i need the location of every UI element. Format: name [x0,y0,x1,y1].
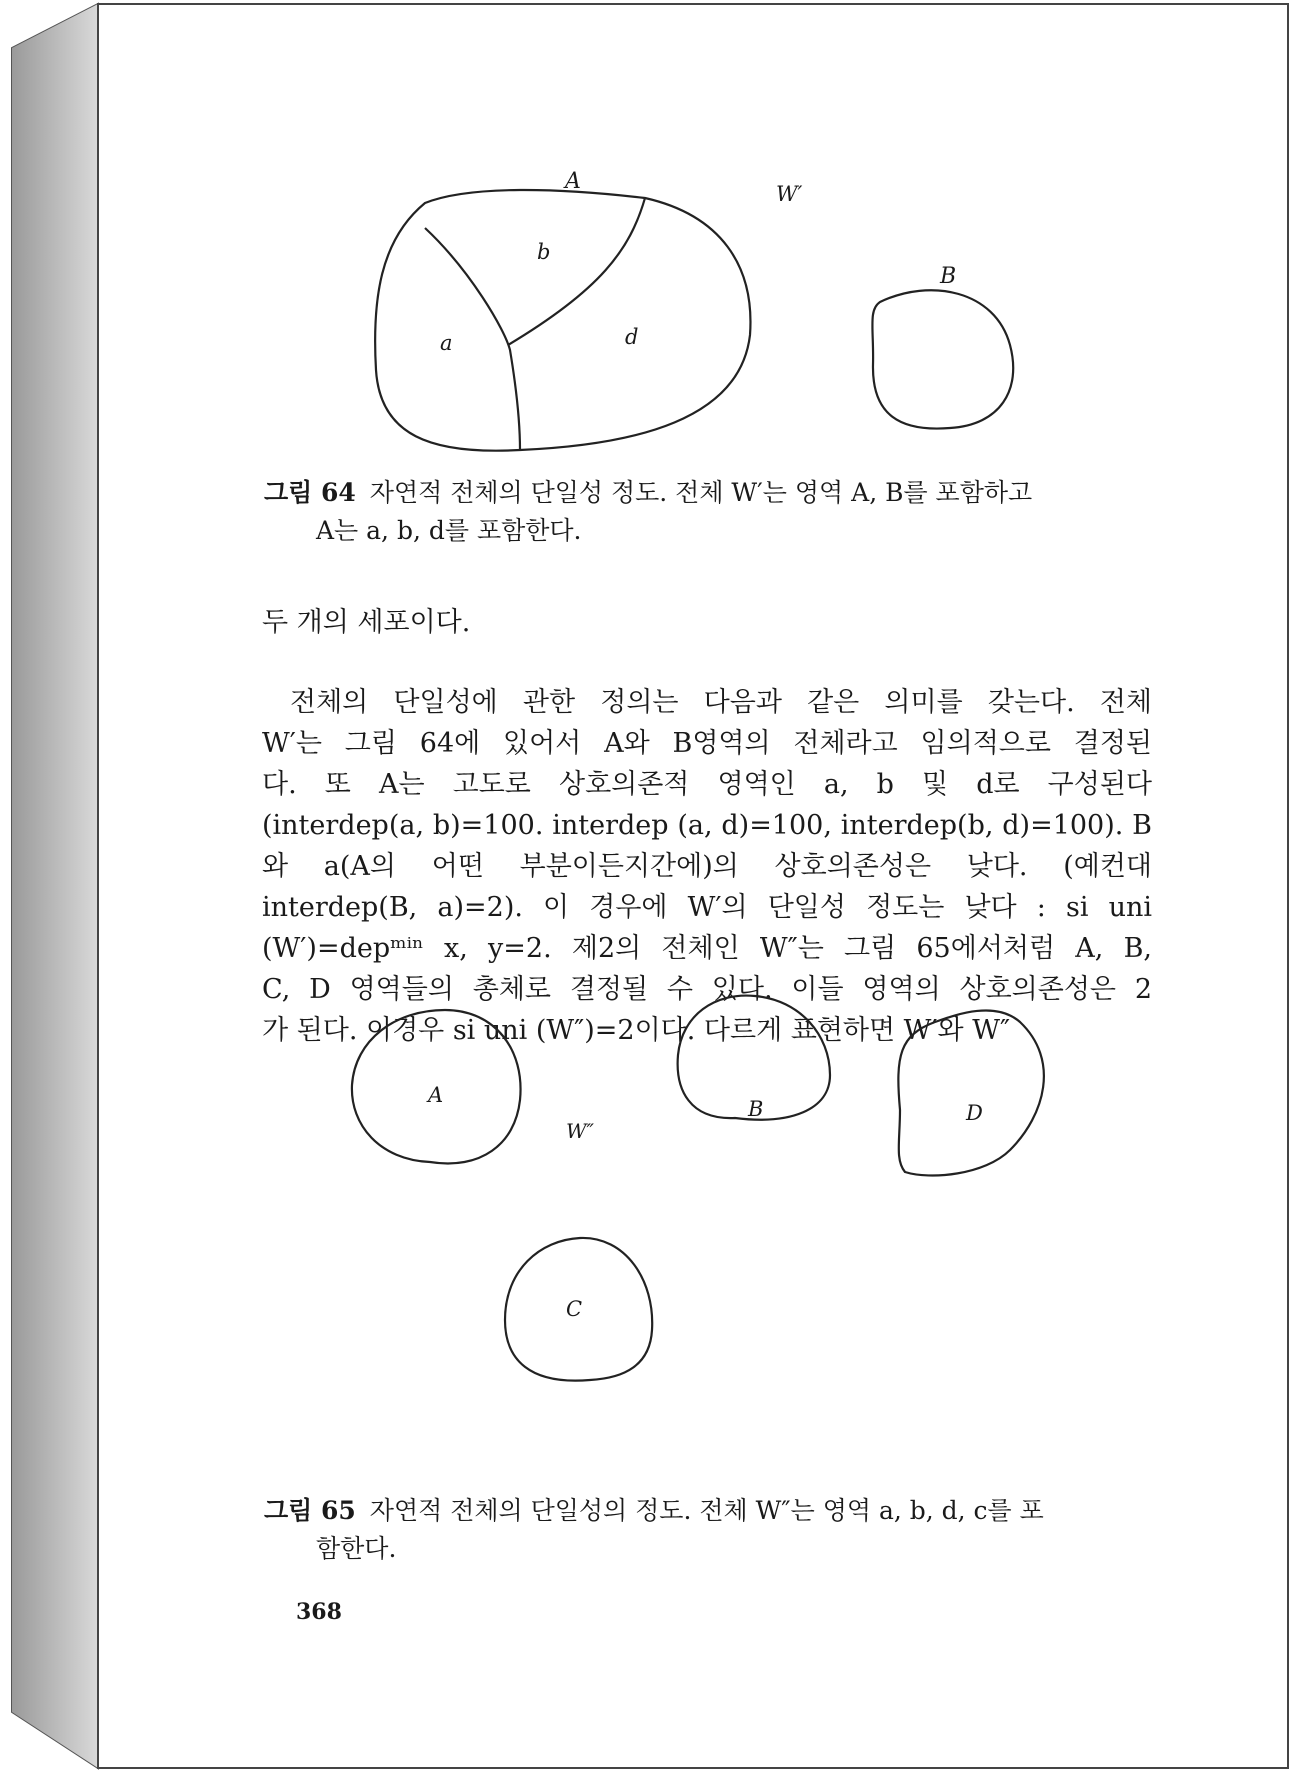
caption-line1: 자연적 전체의 단일성의 정도. 전체 W″는 영역 a, b, d, c를 포 [369,1496,1044,1525]
text-line: 전체의 단일성에 관한 정의는 다음과 같은 의미를 갖는다. 전체 [290,687,1152,718]
caption-number: 그림 64 [264,478,356,507]
figure-65-caption [264,1492,1164,1568]
label-d: d [625,325,639,349]
region-D-circle [898,1010,1044,1175]
paragraph-1: 두 개의 세포이다. [262,607,471,638]
text-line: C, D 영역들의 총체로 결정될 수 있다. 이들 영역의 상호의존성은 2 [262,974,1152,1005]
label-W-prime: W′ [776,182,803,206]
label-b: b [537,240,551,264]
label-W-double-prime: W″ [566,1119,595,1143]
text-line: 가 된다. 이경우 si uni (W″)=2이다. 다르게 표현하면 W′와 W″ [262,1015,1011,1046]
label-A: A [565,169,581,194]
label-B: B [940,264,957,289]
caption-line2: 함한다. [316,1534,397,1563]
caption-line2: A는 a, b, d를 포함한다. [316,516,582,545]
label-C: C [566,1297,583,1321]
text-line: interdep(B, a)=2). 이 경우에 W′의 단일성 정도는 낮다 : si uni [262,892,1152,923]
text-line: (interdep(a, b)=100. interdep (a, d)=100, interdep(b, d)=100). B [262,810,1152,841]
text-line: 다. 또 A는 고도로 상호의존적 영역인 a, b 및 d로 구성된다 [262,769,1152,800]
label-a: a [440,331,453,355]
text-line: (W′)=depᵐⁱⁿ x, y=2. 제2의 전체인 W″는 그림 65에서처럼 A, B, [262,933,1152,964]
label-B: B [748,1097,764,1121]
page-number: 368 [296,1599,342,1625]
text-line: W′는 그림 64에 있어서 A와 B영역의 전체라고 임의적으로 결정된 [262,728,1152,759]
text-line: 와 a(A의 어떤 부분이든지간에)의 상호의존성은 낮다. (예컨대 [262,851,1152,882]
label-A: A [428,1083,444,1107]
caption-line1: 자연적 전체의 단일성 정도. 전체 W′는 영역 A, B를 포함하고 [369,478,1033,507]
label-D: D [966,1101,983,1125]
caption-number: 그림 65 [264,1496,356,1525]
